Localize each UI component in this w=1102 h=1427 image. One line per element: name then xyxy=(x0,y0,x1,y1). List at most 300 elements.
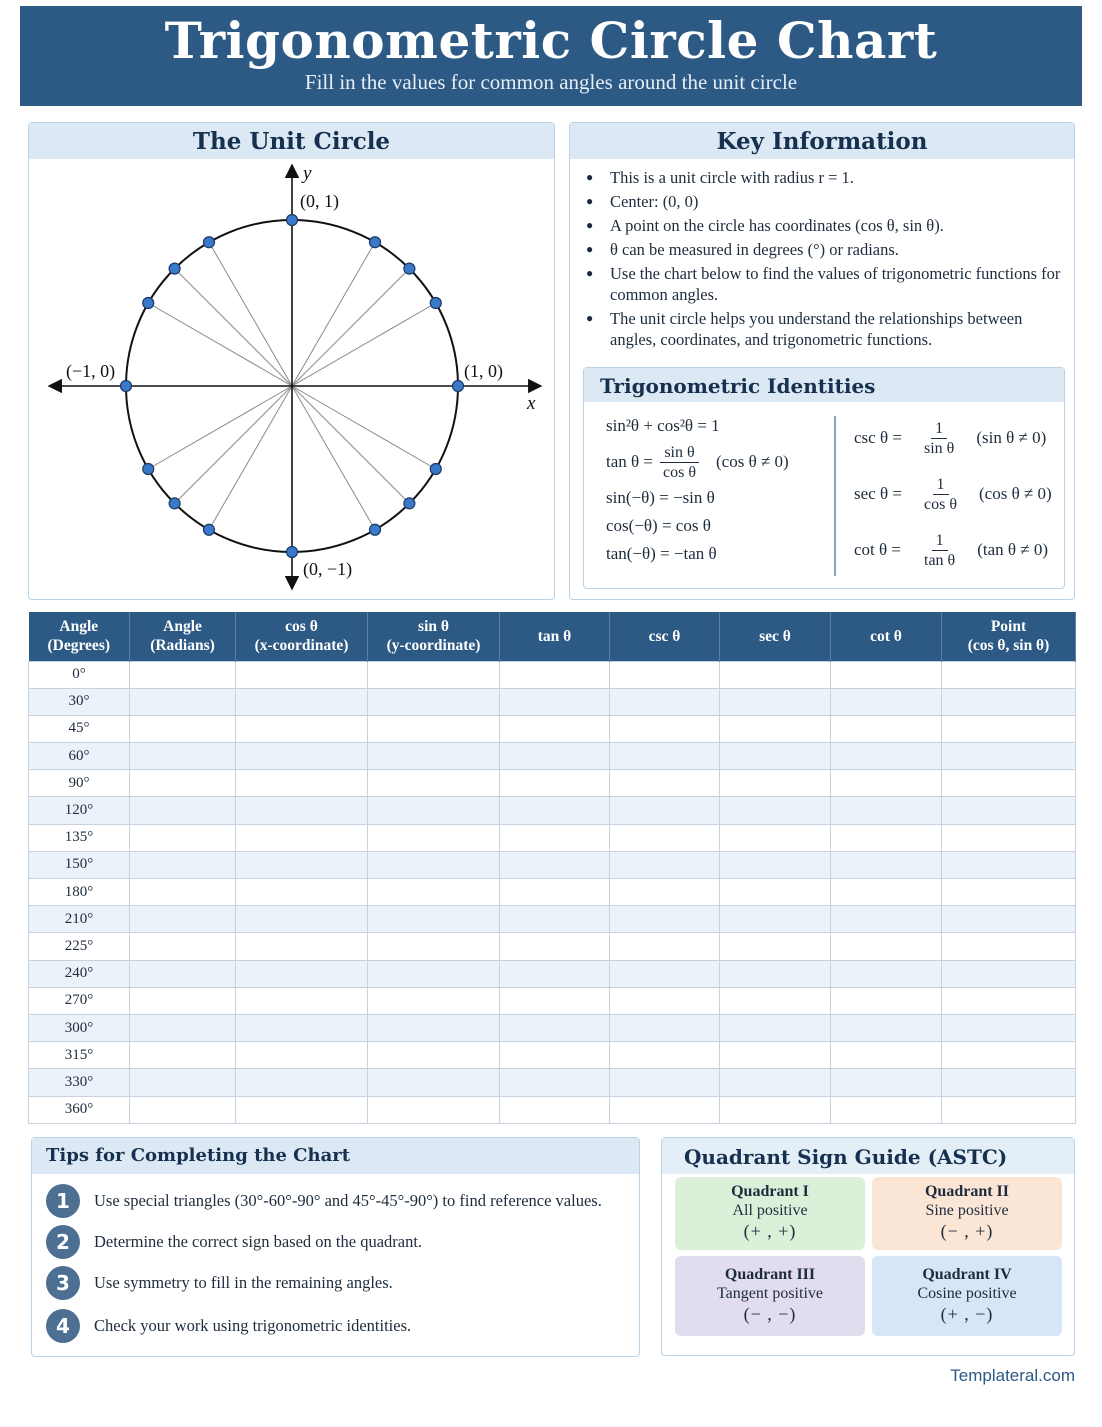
circle-point-135 xyxy=(169,263,180,274)
blank-value-cell[interactable] xyxy=(720,824,831,851)
blank-value-cell[interactable] xyxy=(942,1014,1076,1041)
identity-cot xyxy=(854,522,1059,578)
identity-lhs: cot θ = xyxy=(854,540,901,559)
column-header xyxy=(831,612,942,661)
angle-degrees-cell: 270° xyxy=(29,987,130,1014)
table-row xyxy=(29,797,1076,824)
blank-value-cell[interactable] xyxy=(720,879,831,906)
blank-value-cell[interactable] xyxy=(130,770,236,797)
blank-value-cell[interactable] xyxy=(720,715,831,742)
quadrant-signs: (− , +) xyxy=(940,1221,994,1241)
blank-value-cell[interactable] xyxy=(720,851,831,878)
footer-brand-link[interactable]: Templateral.com xyxy=(950,1366,1075,1385)
label-point-left: (−1, 0) xyxy=(66,361,116,381)
blank-value-cell[interactable] xyxy=(942,715,1076,742)
blank-value-cell[interactable] xyxy=(130,1069,236,1096)
blank-value-cell[interactable] xyxy=(500,879,610,906)
blank-value-cell[interactable] xyxy=(942,851,1076,878)
fraction-denominator: cos θ xyxy=(663,463,696,481)
radius-line-150 xyxy=(148,303,292,386)
blank-value-cell[interactable] xyxy=(236,879,368,906)
identity-tan-lhs: tan θ = xyxy=(606,452,653,471)
identity-tan-fraction xyxy=(659,443,700,482)
blank-value-cell[interactable] xyxy=(368,743,500,770)
blank-value-cell[interactable] xyxy=(368,879,500,906)
column-header xyxy=(236,612,368,661)
blank-value-cell[interactable] xyxy=(368,987,500,1014)
blank-value-cell[interactable] xyxy=(368,1042,500,1069)
angle-degrees-cell: 210° xyxy=(29,906,130,933)
blank-value-cell[interactable] xyxy=(831,1042,942,1069)
table-row xyxy=(29,987,1076,1014)
blank-value-cell[interactable] xyxy=(610,851,720,878)
tip-item xyxy=(46,1309,411,1343)
blank-value-cell[interactable] xyxy=(130,960,236,987)
column-header-subtitle: (x-coordinate) xyxy=(254,637,349,655)
radius-line-45 xyxy=(292,269,409,386)
blank-value-cell[interactable] xyxy=(130,743,236,770)
blank-value-cell[interactable] xyxy=(236,824,368,851)
key-information-title: Key Information xyxy=(570,123,1074,159)
blank-value-cell[interactable] xyxy=(130,1014,236,1041)
quadrant-signs: (+ , +) xyxy=(743,1221,797,1241)
tip-item xyxy=(46,1184,602,1218)
blank-value-cell[interactable] xyxy=(130,851,236,878)
blank-value-cell[interactable] xyxy=(942,1096,1076,1123)
blank-value-cell[interactable] xyxy=(610,906,720,933)
circle-point-0 xyxy=(453,381,464,392)
blank-value-cell[interactable] xyxy=(130,987,236,1014)
column-header-subtitle: (y-coordinate) xyxy=(386,637,481,655)
column-header-title: sec θ xyxy=(759,627,791,645)
angle-degrees-cell: 315° xyxy=(29,1042,130,1069)
blank-value-cell[interactable] xyxy=(236,906,368,933)
quadrant-name: Quadrant III xyxy=(724,1266,816,1283)
blank-value-cell[interactable] xyxy=(368,715,500,742)
blank-value-cell[interactable] xyxy=(236,715,368,742)
angle-degrees-cell: 90° xyxy=(29,770,130,797)
key-info-item: ● This is a unit circle with radius r = 1. xyxy=(584,167,1064,188)
angle-degrees-cell: 360° xyxy=(29,1096,130,1123)
blank-value-cell[interactable] xyxy=(831,960,942,987)
tip-number-badge: 4 xyxy=(46,1309,80,1343)
blank-value-cell[interactable] xyxy=(236,1042,368,1069)
column-header-title: Point xyxy=(990,618,1027,636)
blank-value-cell[interactable] xyxy=(130,1096,236,1123)
quadrant-signs: (+ , −) xyxy=(940,1304,994,1324)
blank-value-cell[interactable] xyxy=(831,879,942,906)
blank-value-cell[interactable] xyxy=(831,661,942,688)
fraction-numerator: sin θ xyxy=(660,443,698,463)
column-header xyxy=(610,612,720,661)
blank-value-cell[interactable] xyxy=(720,960,831,987)
radius-line-240 xyxy=(209,386,292,530)
blank-value-cell[interactable] xyxy=(831,1096,942,1123)
angle-degrees-cell: 330° xyxy=(29,1069,130,1096)
column-header xyxy=(720,612,831,661)
blank-value-cell[interactable] xyxy=(500,1042,610,1069)
quadrant-1-box xyxy=(675,1177,865,1250)
angle-degrees-cell: 240° xyxy=(29,960,130,987)
blank-value-cell[interactable] xyxy=(831,987,942,1014)
blank-value-cell[interactable] xyxy=(720,987,831,1014)
label-point-top: (0, 1) xyxy=(300,191,339,211)
quadrant-name: Quadrant IV xyxy=(922,1266,1012,1283)
circle-point-330 xyxy=(430,464,441,475)
angle-degrees-cell: 0° xyxy=(29,661,130,688)
blank-value-cell[interactable] xyxy=(831,715,942,742)
blank-value-cell[interactable] xyxy=(236,1069,368,1096)
identities-title: Trigonometric Identities xyxy=(584,368,1064,402)
blank-value-cell[interactable] xyxy=(130,715,236,742)
blank-value-cell[interactable] xyxy=(720,1042,831,1069)
blank-value-cell[interactable] xyxy=(500,933,610,960)
blank-value-cell[interactable] xyxy=(236,743,368,770)
circle-point-90 xyxy=(287,215,298,226)
identity-sec xyxy=(854,466,1059,522)
blank-value-cell[interactable] xyxy=(130,906,236,933)
blank-value-cell[interactable] xyxy=(130,879,236,906)
blank-value-cell[interactable] xyxy=(720,688,831,715)
blank-value-cell[interactable] xyxy=(500,906,610,933)
blank-value-cell[interactable] xyxy=(942,824,1076,851)
column-header-title: Angle xyxy=(59,618,99,636)
tip-item xyxy=(46,1266,393,1300)
quadrant-signs: (− , −) xyxy=(743,1304,797,1324)
tip-text: Check your work using trigonometric identities. xyxy=(94,1316,412,1335)
blank-value-cell[interactable] xyxy=(942,743,1076,770)
blank-value-cell[interactable] xyxy=(942,906,1076,933)
angle-degrees-cell: 120° xyxy=(29,797,130,824)
blank-value-cell[interactable] xyxy=(610,824,720,851)
blank-value-cell[interactable] xyxy=(368,1014,500,1041)
blank-value-cell[interactable] xyxy=(130,688,236,715)
key-info-item: ● Center: (0, 0) xyxy=(584,191,1064,212)
circle-point-315 xyxy=(404,498,415,509)
column-header xyxy=(942,612,1076,661)
blank-value-cell[interactable] xyxy=(942,688,1076,715)
column-header xyxy=(130,612,236,661)
blank-value-cell[interactable] xyxy=(130,661,236,688)
tip-number-badge: 3 xyxy=(46,1266,80,1300)
blank-value-cell[interactable] xyxy=(500,715,610,742)
blank-value-cell[interactable] xyxy=(500,824,610,851)
blank-value-cell[interactable] xyxy=(942,797,1076,824)
blank-value-cell[interactable] xyxy=(942,661,1076,688)
blank-value-cell[interactable] xyxy=(500,1014,610,1041)
blank-value-cell[interactable] xyxy=(720,1069,831,1096)
unit-circle-diagram xyxy=(29,159,556,599)
page-title: Trigonometric Circle Chart xyxy=(164,11,938,70)
identities-right-column xyxy=(854,410,1059,578)
blank-value-cell[interactable] xyxy=(610,770,720,797)
blank-value-cell[interactable] xyxy=(720,1014,831,1041)
blank-value-cell[interactable] xyxy=(610,1069,720,1096)
blank-value-cell[interactable] xyxy=(610,715,720,742)
page-header xyxy=(20,6,1082,106)
blank-value-cell[interactable] xyxy=(610,661,720,688)
blank-value-cell[interactable] xyxy=(368,1096,500,1123)
angle-degrees-cell: 60° xyxy=(29,743,130,770)
unit-circle-title: The Unit Circle xyxy=(29,123,554,159)
column-header-title: cos θ xyxy=(285,618,318,636)
circle-point-60 xyxy=(370,237,381,248)
blank-value-cell[interactable] xyxy=(236,933,368,960)
blank-value-cell[interactable] xyxy=(236,770,368,797)
angle-degrees-cell: 30° xyxy=(29,688,130,715)
blank-value-cell[interactable] xyxy=(831,797,942,824)
radius-line-120 xyxy=(209,242,292,386)
blank-value-cell[interactable] xyxy=(610,960,720,987)
circle-point-180 xyxy=(121,381,132,392)
blank-value-cell[interactable] xyxy=(368,661,500,688)
blank-value-cell[interactable] xyxy=(610,879,720,906)
fraction-denominator: cos θ xyxy=(924,495,957,513)
label-point-right: (1, 0) xyxy=(464,361,503,381)
key-info-item: ● Use the chart below to find the values of trigonometric functions for common angles. xyxy=(584,263,1064,305)
quadrant-description: Sine positive xyxy=(925,1202,1009,1219)
radius-line-330 xyxy=(292,386,436,469)
blank-value-cell[interactable] xyxy=(610,1096,720,1123)
key-info-item: ● The unit circle helps you understand the relationships between angles, coordinates, and trigonometric functions. xyxy=(584,308,1064,350)
identities-left-column xyxy=(606,412,831,568)
blank-value-cell[interactable] xyxy=(368,1069,500,1096)
blank-value-cell[interactable] xyxy=(368,688,500,715)
identity-fraction xyxy=(920,531,959,570)
label-point-bottom: (0, −1) xyxy=(303,559,353,579)
column-header-title: tan θ xyxy=(537,627,572,645)
blank-value-cell[interactable] xyxy=(831,851,942,878)
fraction-numerator: 1 xyxy=(933,475,949,495)
blank-value-cell[interactable] xyxy=(500,960,610,987)
blank-value-cell[interactable] xyxy=(720,743,831,770)
identity-pythagorean: sin²θ + cos²θ = 1 xyxy=(606,416,720,435)
circle-point-270 xyxy=(287,547,298,558)
radius-line-315 xyxy=(292,386,409,503)
identity-lhs: sec θ = xyxy=(854,484,902,503)
identity-tan-condition: (cos θ ≠ 0) xyxy=(716,452,789,471)
identity-fraction xyxy=(920,419,958,458)
radius-line-300 xyxy=(292,386,375,530)
blank-value-cell[interactable] xyxy=(236,851,368,878)
identity-lhs: csc θ = xyxy=(854,428,902,447)
column-header xyxy=(368,612,500,661)
blank-value-cell[interactable] xyxy=(610,688,720,715)
blank-value-cell[interactable] xyxy=(610,743,720,770)
tip-number-badge: 1 xyxy=(46,1184,80,1218)
radius-line-60 xyxy=(292,242,375,386)
blank-value-cell[interactable] xyxy=(831,770,942,797)
blank-value-cell[interactable] xyxy=(500,1069,610,1096)
column-header xyxy=(500,612,610,661)
quadrant-4-box xyxy=(872,1256,1062,1336)
key-info-item: ● θ can be measured in degrees (°) or radians. xyxy=(584,239,1064,260)
table-row xyxy=(29,688,1076,715)
blank-value-cell[interactable] xyxy=(610,987,720,1014)
identity-condition: (cos θ ≠ 0) xyxy=(979,484,1052,503)
blank-value-cell[interactable] xyxy=(831,688,942,715)
table-body xyxy=(29,661,1076,1123)
column-header-title: csc θ xyxy=(648,627,681,645)
circle-point-240 xyxy=(204,524,215,535)
blank-value-cell[interactable] xyxy=(720,906,831,933)
quadrant-description: Tangent positive xyxy=(717,1285,823,1302)
quadrant-3-box xyxy=(675,1256,865,1336)
blank-value-cell[interactable] xyxy=(610,1014,720,1041)
column-header-title: cot θ xyxy=(870,627,902,645)
blank-value-cell[interactable] xyxy=(500,851,610,878)
blank-value-cell[interactable] xyxy=(500,661,610,688)
blank-value-cell[interactable] xyxy=(942,960,1076,987)
column-header-subtitle: (Radians) xyxy=(150,637,215,655)
blank-value-cell[interactable] xyxy=(500,688,610,715)
blank-value-cell[interactable] xyxy=(500,1096,610,1123)
angle-degrees-cell: 135° xyxy=(29,824,130,851)
blank-value-cell[interactable] xyxy=(236,1096,368,1123)
angle-degrees-cell: 45° xyxy=(29,715,130,742)
blank-value-cell[interactable] xyxy=(368,960,500,987)
blank-value-cell[interactable] xyxy=(130,797,236,824)
circle-point-210 xyxy=(143,464,154,475)
table-row xyxy=(29,851,1076,878)
tips-title: Tips for Completing the Chart xyxy=(32,1138,639,1174)
quadrant-name: Quadrant I xyxy=(731,1183,809,1200)
tip-item xyxy=(46,1225,422,1259)
quadrant-description: All positive xyxy=(732,1202,808,1219)
table-row xyxy=(29,1014,1076,1041)
blank-value-cell[interactable] xyxy=(942,879,1076,906)
unit-circle-panel xyxy=(28,122,555,600)
identity-condition: (sin θ ≠ 0) xyxy=(976,428,1047,447)
blank-value-cell[interactable] xyxy=(368,933,500,960)
page-subtitle: Fill in the values for common angles around the unit circle xyxy=(304,70,798,94)
blank-value-cell[interactable] xyxy=(831,906,942,933)
blank-value-cell[interactable] xyxy=(610,933,720,960)
blank-value-cell[interactable] xyxy=(942,1069,1076,1096)
blank-value-cell[interactable] xyxy=(500,770,610,797)
tips-panel xyxy=(31,1137,640,1357)
blank-value-cell[interactable] xyxy=(130,1042,236,1069)
blank-value-cell[interactable] xyxy=(368,797,500,824)
table-row xyxy=(29,661,1076,688)
column-header-subtitle: (cos θ, sin θ) xyxy=(967,637,1050,655)
angle-degrees-cell: 180° xyxy=(29,879,130,906)
column-header-title: sin θ xyxy=(418,618,449,636)
circle-point-225 xyxy=(169,498,180,509)
circle-point-150 xyxy=(143,298,154,309)
identities-divider xyxy=(834,416,836,576)
table-row xyxy=(29,960,1076,987)
identity-tan-negative: tan(−θ) = −tan θ xyxy=(606,544,717,563)
table-row xyxy=(29,770,1076,797)
identities-panel xyxy=(583,367,1065,589)
radius-line-30 xyxy=(292,303,436,386)
table-row xyxy=(29,906,1076,933)
column-header-title: Angle xyxy=(163,618,202,636)
x-axis-label: x xyxy=(527,393,536,414)
blank-value-cell[interactable] xyxy=(831,824,942,851)
blank-value-cell[interactable] xyxy=(500,987,610,1014)
table-header-row xyxy=(29,612,1076,661)
blank-value-cell[interactable] xyxy=(236,1014,368,1041)
blank-value-cell[interactable] xyxy=(236,960,368,987)
identity-tangent xyxy=(606,440,831,484)
table-row xyxy=(29,743,1076,770)
blank-value-cell[interactable] xyxy=(236,661,368,688)
trig-values-table xyxy=(28,612,1076,1124)
fraction-numerator: 1 xyxy=(932,531,948,551)
blank-value-cell[interactable] xyxy=(831,933,942,960)
table-row xyxy=(29,1069,1076,1096)
identity-cos-negative: cos(−θ) = cos θ xyxy=(606,516,711,535)
angle-degrees-cell: 300° xyxy=(29,1014,130,1041)
table-row xyxy=(29,1096,1076,1123)
blank-value-cell[interactable] xyxy=(610,1042,720,1069)
radius-line-135 xyxy=(175,269,292,386)
blank-value-cell[interactable] xyxy=(942,933,1076,960)
circle-point-45 xyxy=(404,263,415,274)
key-information-panel xyxy=(569,122,1075,600)
blank-value-cell[interactable] xyxy=(720,1096,831,1123)
fraction-denominator: tan θ xyxy=(924,551,956,569)
table-row xyxy=(29,933,1076,960)
table-row xyxy=(29,1042,1076,1069)
y-axis-label: y xyxy=(303,163,312,184)
quadrant-guide-panel xyxy=(661,1137,1075,1356)
blank-value-cell[interactable] xyxy=(236,987,368,1014)
blank-value-cell[interactable] xyxy=(368,824,500,851)
blank-value-cell[interactable] xyxy=(500,743,610,770)
blank-value-cell[interactable] xyxy=(236,688,368,715)
identity-csc xyxy=(854,410,1059,466)
angle-degrees-cell: 150° xyxy=(29,851,130,878)
blank-value-cell[interactable] xyxy=(942,1042,1076,1069)
circle-point-30 xyxy=(430,298,441,309)
tip-text: Use special triangles (30°-60°-90° and 45°-45°-90°) to find reference values. xyxy=(94,1191,602,1210)
circle-point-120 xyxy=(204,237,215,248)
blank-value-cell[interactable] xyxy=(831,743,942,770)
identity-fraction xyxy=(920,475,961,514)
blank-value-cell[interactable] xyxy=(720,661,831,688)
circle-point-300 xyxy=(370,524,381,535)
blank-value-cell[interactable] xyxy=(368,906,500,933)
blank-value-cell[interactable] xyxy=(500,797,610,824)
quadrant-description: Cosine positive xyxy=(917,1285,1017,1302)
blank-value-cell[interactable] xyxy=(831,1014,942,1041)
blank-value-cell[interactable] xyxy=(368,851,500,878)
blank-value-cell[interactable] xyxy=(610,797,720,824)
radius-line-225 xyxy=(175,386,292,503)
blank-value-cell[interactable] xyxy=(942,987,1076,1014)
tip-number-badge: 2 xyxy=(46,1225,80,1259)
blank-value-cell[interactable] xyxy=(831,1069,942,1096)
blank-value-cell[interactable] xyxy=(720,933,831,960)
blank-value-cell[interactable] xyxy=(720,797,831,824)
blank-value-cell[interactable] xyxy=(236,797,368,824)
blank-value-cell[interactable] xyxy=(130,824,236,851)
radius-line-210 xyxy=(148,386,292,469)
fraction-denominator: sin θ xyxy=(924,439,955,457)
blank-value-cell[interactable] xyxy=(720,770,831,797)
blank-value-cell[interactable] xyxy=(368,770,500,797)
blank-value-cell[interactable] xyxy=(130,933,236,960)
table-row xyxy=(29,879,1076,906)
angle-degrees-cell: 225° xyxy=(29,933,130,960)
table-row xyxy=(29,715,1076,742)
column-header-subtitle: (Degrees) xyxy=(47,637,111,655)
blank-value-cell[interactable] xyxy=(942,770,1076,797)
key-information-list xyxy=(570,159,1074,350)
